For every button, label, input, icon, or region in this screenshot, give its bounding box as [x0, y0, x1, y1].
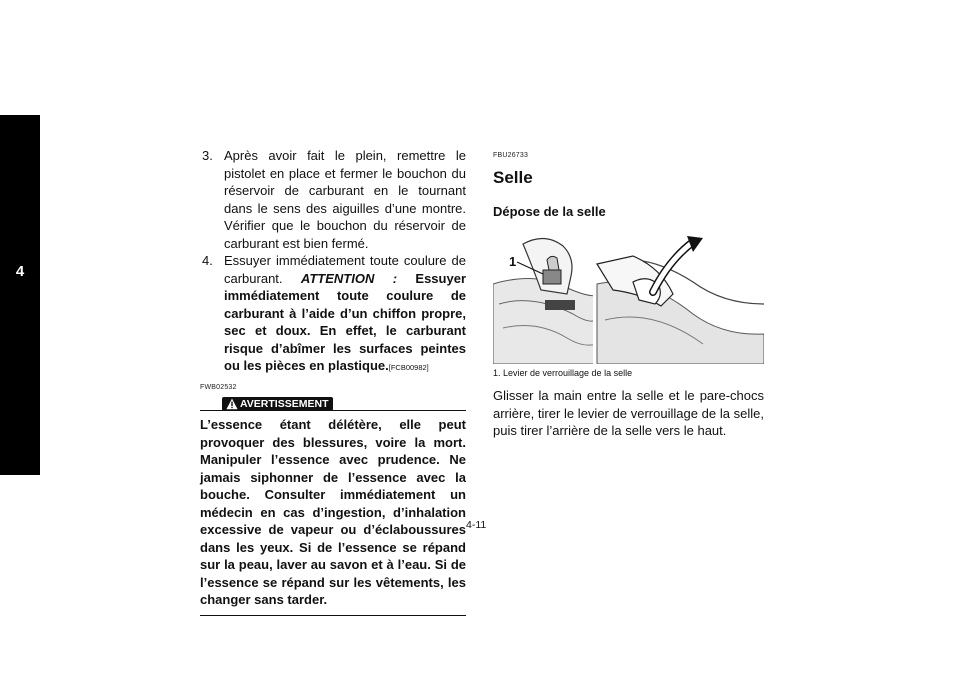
warning-text: L’essence étant délétère, elle peut provoquer des blessures, voire la mort. Manipuler l’essence avec prudence. Ne jamais siphonner de l’essence avec la bouche. Consulter immédiatement un médecin en cas d’ingestion, d’inhalation excessive de vapeur ou d’éclaboussures dans les yeux. Si de l’essence se répand sur la peau, laver au savon et à l’eau. Si de l’essence se répand sur les vêtements, les changer sans tarder.: [200, 417, 466, 607]
figure-callout-1: 1: [509, 254, 517, 269]
chapter-number: 4: [15, 263, 25, 280]
warning-end-rule: [200, 615, 466, 616]
attention-ref: [FCB00982]: [388, 363, 429, 372]
step-3: [200, 147, 466, 252]
chapter-tab: [0, 115, 40, 475]
seat-lift-photo: [593, 224, 764, 364]
right-column: [493, 147, 764, 440]
subsection-title: Dépose de la selle: [493, 203, 606, 219]
attention-text: Essuyer immédiatement toute coulure de carburant à l’aide d’un chiffon propre, sec et doux. En effet, le carburant risque d’abîmer les surfaces peintes ou les pièces en plastique.: [224, 270, 466, 373]
step-text: Après avoir fait le plein, remettre le pistolet en place et fermer le bouchon du réservoir de carburant en le tournant dans le sens des aiguilles d’une montre. Vérifier que le bouchon du réservoir de carburant est bien fermé.: [224, 148, 466, 251]
left-column: [200, 147, 466, 616]
section-title: Selle: [493, 167, 533, 187]
attention-label: ATTENTION :: [300, 270, 398, 286]
page-number: 4-11: [466, 519, 487, 531]
step-number: 3.: [202, 148, 213, 163]
instruction-paragraph: Glisser la main entre la selle et le pare-chocs arrière, tirer le levier de verrouillage de la selle, puis tirer l’arrière de la selle vers le haut.: [493, 388, 764, 438]
seat-lock-illustration: [493, 224, 764, 364]
warning-code: FWB02532: [200, 383, 237, 391]
warning-header: [200, 397, 466, 412]
section-code: FBU26733: [493, 152, 529, 159]
warning-label: AVERTISSEMENT: [240, 398, 329, 410]
warning-triangle-icon: [226, 398, 238, 410]
seat-removal-figure: [493, 224, 764, 364]
step-4: [200, 252, 466, 377]
figure-caption: 1. Levier de verrouillage de la selle: [493, 368, 633, 378]
step-number: 4.: [202, 253, 213, 268]
warning-badge: [222, 397, 333, 411]
lock-closeup-photo: [493, 224, 601, 364]
step-text: Essuyer immédiatement toute coulure de carburant.: [224, 253, 466, 286]
